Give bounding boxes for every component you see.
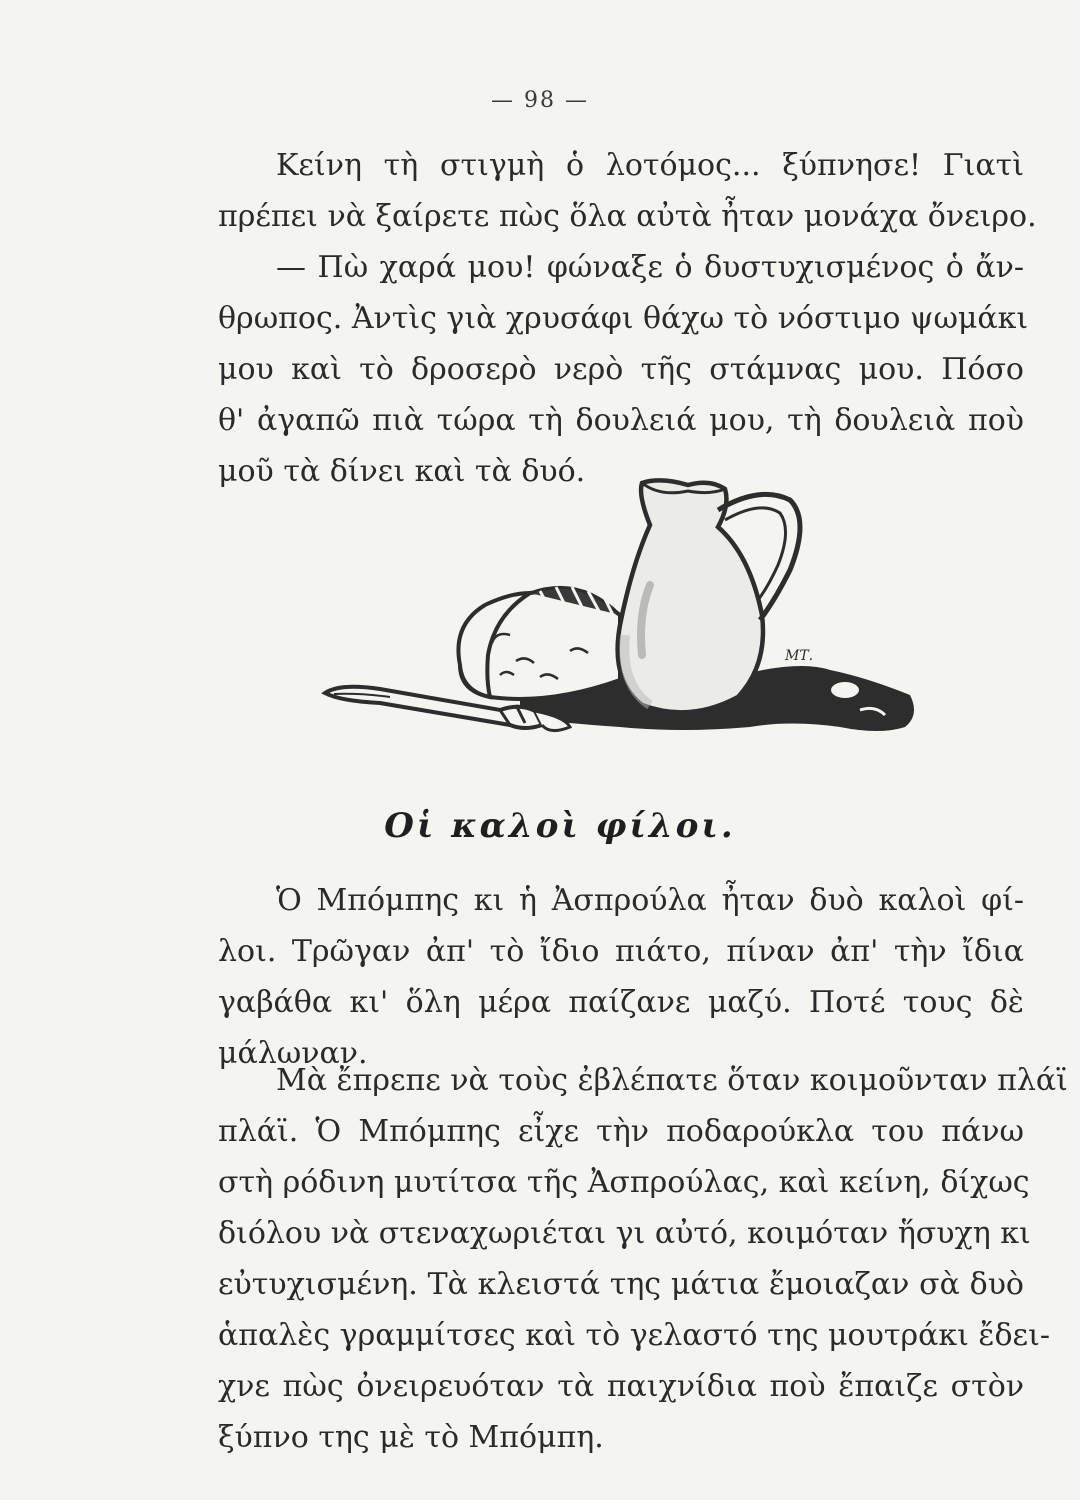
- text-line: Κείνη τὴ στιγμὴ ὁ λοτόμος... ξύπνησε! Γιατὶ: [276, 148, 1024, 183]
- text-line: λοι. Τρῶγαν ἀπ' τὸ ἴδιο πιάτο, πίναν ἀπ' τὴν ἴδια: [218, 934, 1024, 969]
- artist-signature: ΜΤ.: [785, 648, 814, 664]
- text-line: εὐτυχισμένη. Τὰ κλειστά της μάτια ἔμοιαζαν σὰ δυὸ: [218, 1267, 1024, 1302]
- text-line: χνε πὼς ὀνειρευόταν τὰ παιχνίδια ποὺ ἔπαιζε στὸν: [218, 1369, 1024, 1404]
- jug-bread-knife-illustration: [320, 465, 920, 770]
- jug-icon: [618, 480, 763, 712]
- text-line: θ' ἀγαπῶ πιὰ τώρα τὴ δουλειά μου, τὴ δουλειὰ ποὺ: [218, 403, 1024, 438]
- text-line: στὴ ρόδινη μυτίτσα τῆς Ἀσπρούλας, καὶ κείνη, δίχως: [218, 1165, 1030, 1200]
- text-line: ἁπαλὲς γραμμίτσες καὶ τὸ γελαστό της μουτράκι ἔδει-: [218, 1318, 1050, 1353]
- paragraph-sleeping: [218, 1055, 1068, 1463]
- paragraph-woodcutter: [218, 140, 1037, 497]
- text-line: θρωπος. Ἀντὶς γιὰ χρυσάφι θάχω τὸ νόστιμο ψωμάκι: [218, 301, 1029, 336]
- text-line: πλάϊ. Ὁ Μπόμπης εἶχε τὴν ποδαρούκλα του πάνω: [218, 1114, 1024, 1149]
- section-title: Οἱ καλοὶ φίλοι.: [384, 806, 736, 846]
- text-line: — Πὼ χαρά μου! φώναξε ὁ δυστυχισμένος ὁ ἄν-: [276, 250, 1024, 285]
- text-line: μου καὶ τὸ δροσερὸ νερὸ τῆς στάμνας μου. Πόσο: [218, 352, 1024, 387]
- paragraph-good-friends: [218, 875, 1024, 1079]
- text-line: Μὰ ἔπρεπε νὰ τοὺς ἐβλέπατε ὅταν κοιμοῦνταν πλάϊ: [276, 1063, 1068, 1098]
- text-line: μάλωναν.: [218, 1036, 368, 1071]
- text-line: μοῦ τὰ δίνει καὶ τὰ δυό.: [218, 454, 586, 489]
- text-line: γαβάθα κι' ὅλη μέρα παίζανε μαζύ. Ποτέ τους δὲ: [218, 985, 1024, 1020]
- board-handle-hole: [831, 682, 859, 698]
- page-number: — 98 —: [491, 88, 589, 113]
- text-line: ξύπνο της μὲ τὸ Μπόμπη.: [218, 1420, 604, 1455]
- text-line: Ὁ Μπόμπης κι ἡ Ἀσπρούλα ἦταν δυὸ καλοὶ φί-: [276, 883, 1024, 918]
- text-line: διόλου νὰ στεναχωριέται γι αὐτό, κοιμόταν ἥσυχη κι: [218, 1216, 1031, 1251]
- text-line: πρέπει νὰ ξαίρετε πὼς ὅλα αὐτὰ ἦταν μονάχα ὄνειρο.: [218, 199, 1037, 234]
